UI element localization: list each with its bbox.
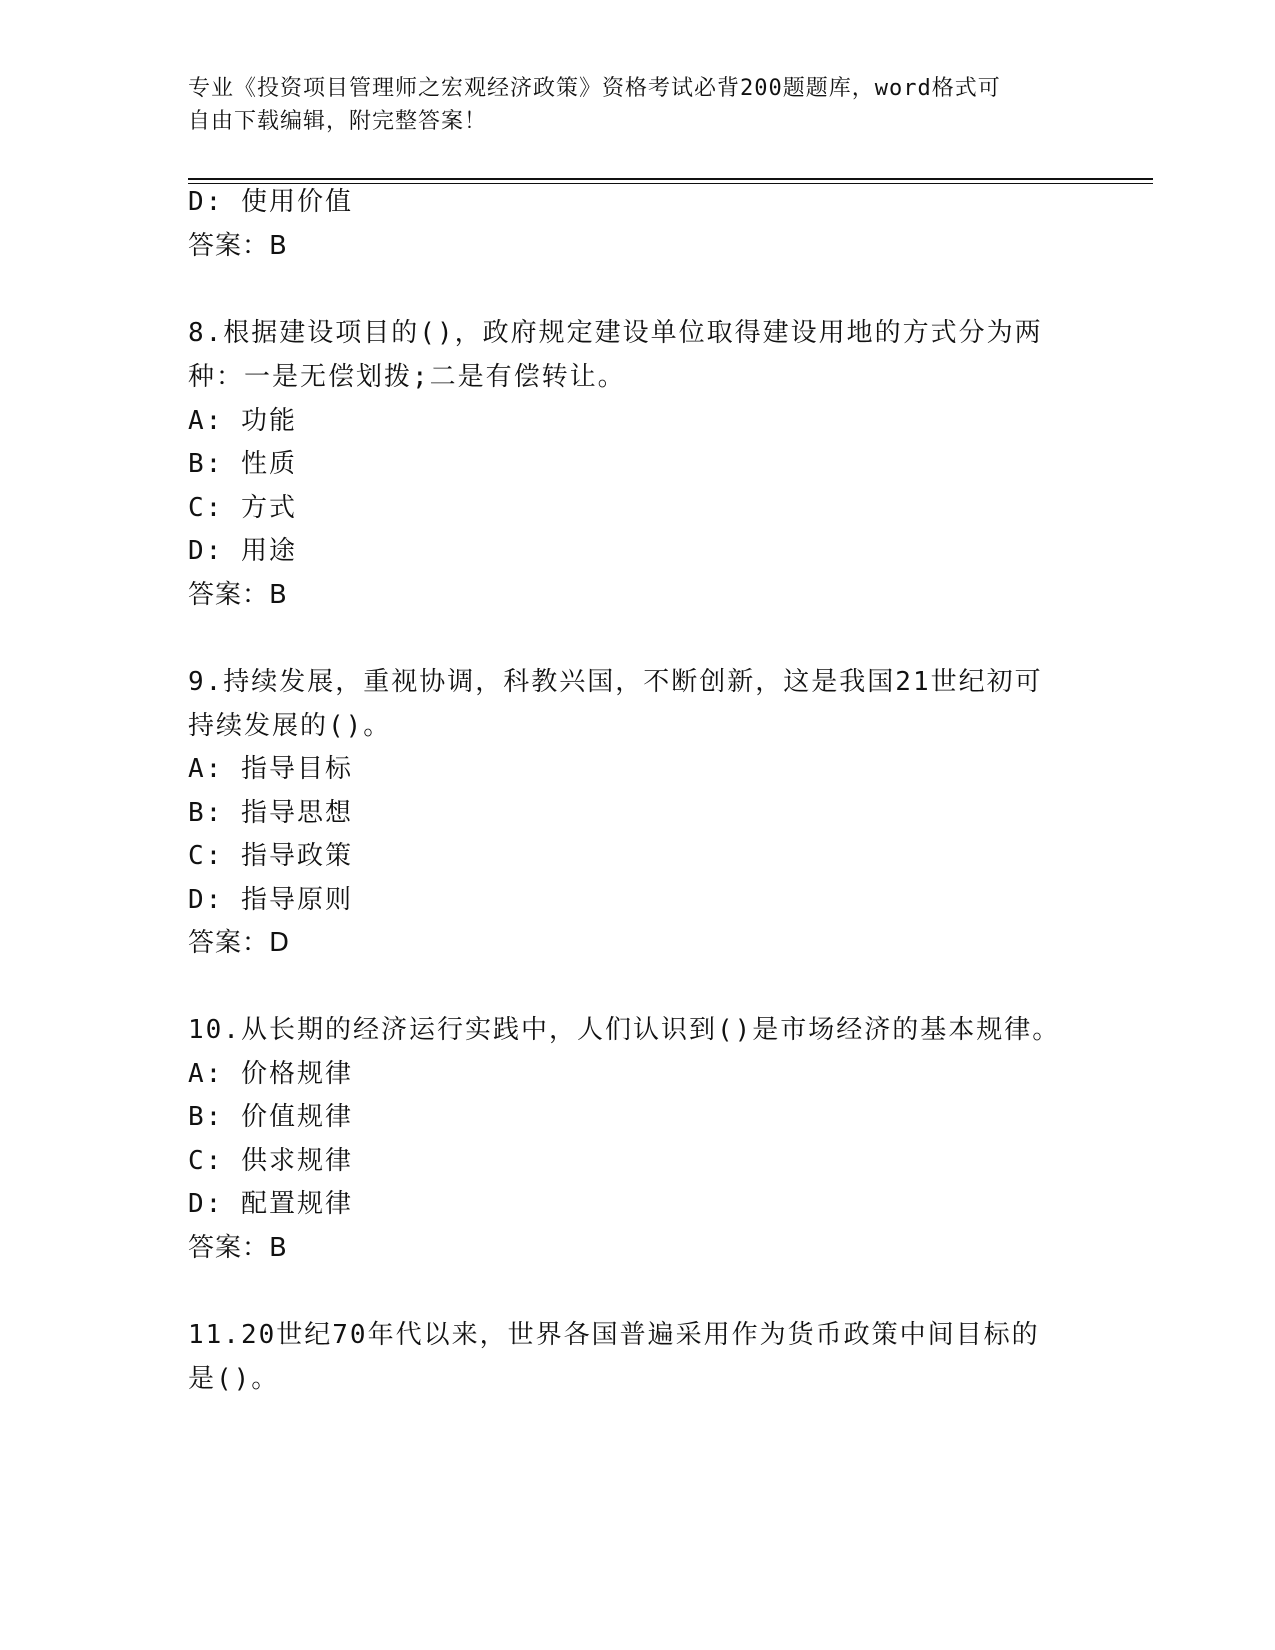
q8-option-a: A: 功能 bbox=[188, 406, 297, 436]
q8-option-d: D: 用途 bbox=[188, 536, 297, 566]
q8-option-c: C: 方式 bbox=[188, 493, 297, 523]
q9-stem-line-1: 9.持续发展，重视协调，科教兴国，不断创新，这是我国21世纪初可 bbox=[188, 667, 1043, 697]
prev-option-d: D: 使用价值 bbox=[188, 187, 353, 217]
header-divider-thick bbox=[188, 178, 1153, 180]
q9-option-b: B: 指导思想 bbox=[188, 798, 353, 828]
q11-stem-line-2: 是()。 bbox=[188, 1364, 280, 1394]
q9-option-d: D: 指导原则 bbox=[188, 885, 353, 915]
q8-stem-line-1: 8.根据建设项目的()，政府规定建设单位取得建设用地的方式分为两 bbox=[188, 318, 1043, 348]
q10-option-b: B: 价值规律 bbox=[188, 1102, 353, 1132]
q11-stem-line-1: 11.20世纪70年代以来，世界各国普遍采用作为货币政策中间目标的 bbox=[188, 1320, 1040, 1350]
q8-answer: 答案：B bbox=[188, 580, 288, 610]
q8-option-b: B: 性质 bbox=[188, 449, 297, 479]
q10-option-c: C: 供求规律 bbox=[188, 1146, 353, 1176]
q9-option-c: C: 指导政策 bbox=[188, 841, 353, 871]
q10-stem-line-1: 10.从长期的经济运行实践中，人们认识到()是市场经济的基本规律。 bbox=[188, 1015, 1061, 1045]
header-line-1: 专业《投资项目管理师之宏观经济政策》资格考试必背200题题库，word格式可 bbox=[188, 76, 1001, 101]
q9-stem-line-2: 持续发展的()。 bbox=[188, 711, 392, 741]
q9-answer: 答案：D bbox=[188, 928, 291, 958]
q10-answer: 答案：B bbox=[188, 1233, 288, 1263]
document-header bbox=[188, 72, 1068, 138]
q10-option-a: A: 价格规律 bbox=[188, 1059, 353, 1089]
q9-option-a: A: 指导目标 bbox=[188, 754, 353, 784]
prev-answer: 答案：B bbox=[188, 231, 288, 261]
header-line-2: 自由下载编辑，附完整答案！ bbox=[188, 109, 488, 134]
q8-stem-line-2: 种：一是无偿划拨;二是有偿转让。 bbox=[188, 362, 626, 392]
q10-option-d: D: 配置规律 bbox=[188, 1189, 353, 1219]
